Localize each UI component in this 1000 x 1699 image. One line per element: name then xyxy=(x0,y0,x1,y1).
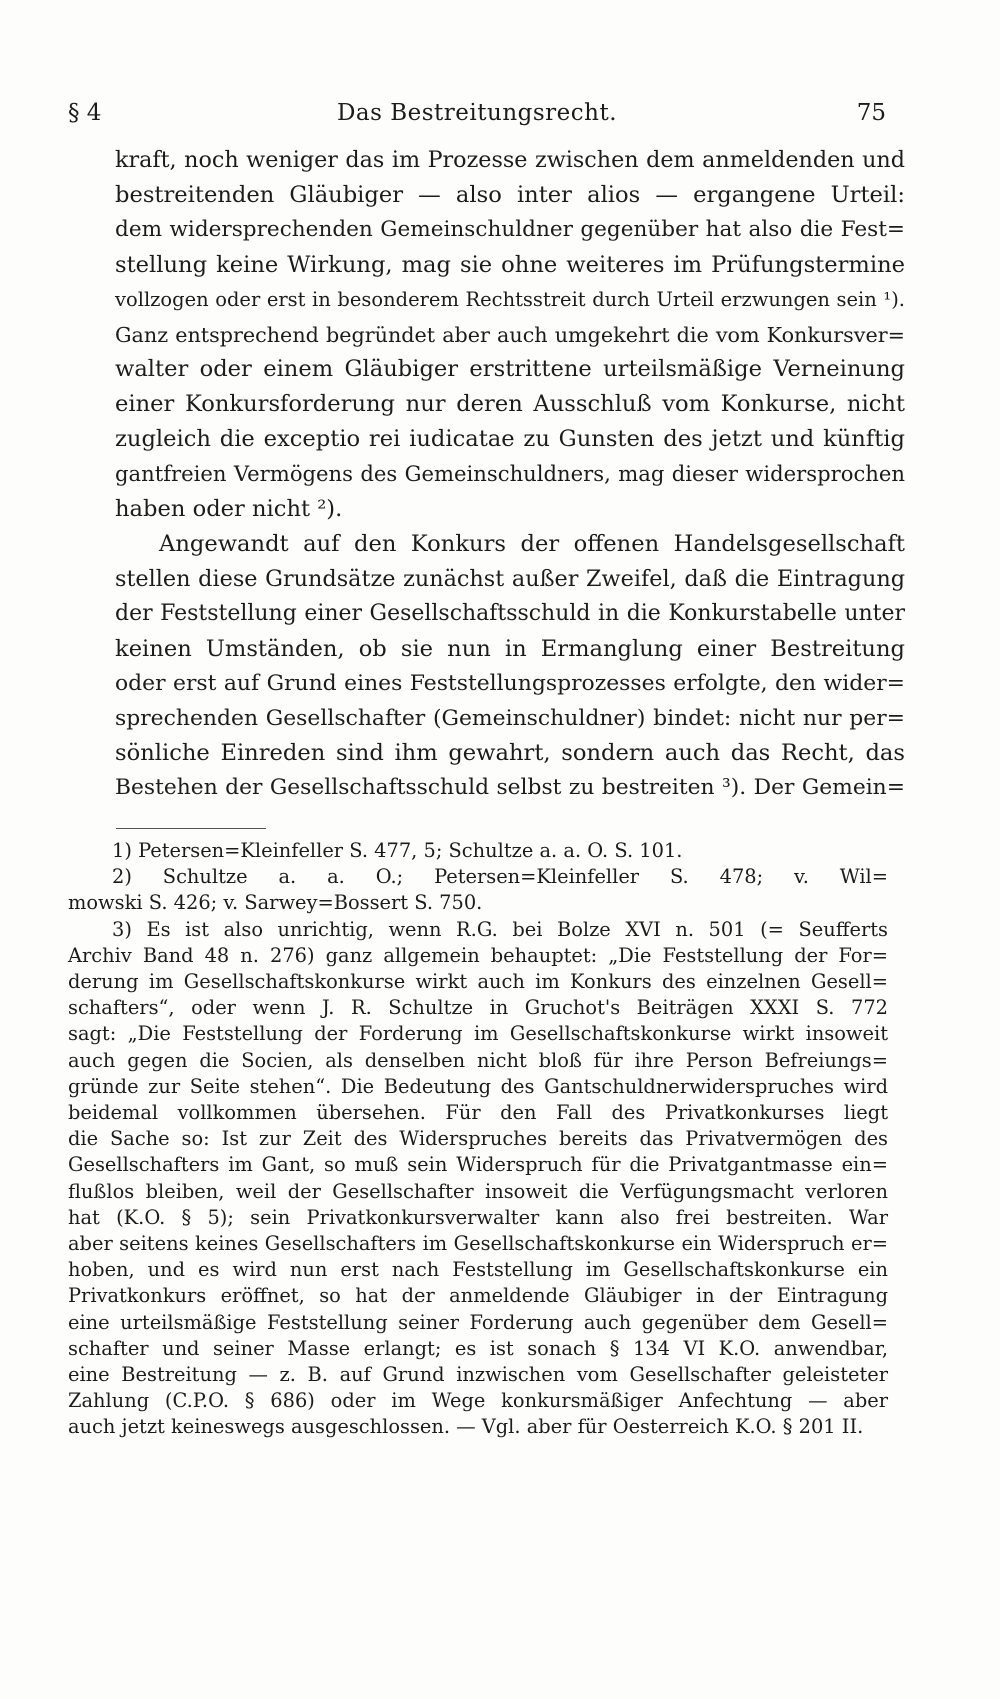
footnote-line: auch gegen die Socien, als denselben nicht bloß für ihre Person Befreiungs= xyxy=(68,1048,888,1072)
text-line: bestreitenden Gläubiger — also inter alios — ergangene Urteil: xyxy=(115,181,905,208)
footnote-line: 3) Es ist also unrichtig, wenn R.G. bei Bolze XVI n. 501 (= Seufferts xyxy=(112,917,888,941)
footnote-line: sagt: „Die Feststellung der Forderung im Gesellschaftskonkurse wirkt insoweit xyxy=(68,1022,888,1046)
text-line: der Feststellung einer Gesellschaftsschuld in die Konkurstabelle unter xyxy=(115,600,905,626)
footnote-line: eine urteilsmäßige Feststellung seiner Forderung auch gegenüber dem Gesell= xyxy=(68,1310,888,1334)
text-line: gantfreien Vermögens des Gemeinschuldners, mag dieser widersprochen xyxy=(115,461,905,487)
text-line: zugleich die exceptio rei iudicatae zu Gunsten des jetzt und künftig xyxy=(115,426,905,453)
main-text xyxy=(115,143,905,806)
footnote-divider xyxy=(116,828,266,829)
footnote-line: 2) Schultze a. a. O.; Petersen=Kleinfeller S. 478; v. Wil= xyxy=(112,865,888,889)
footnote-line: Zahlung (C.P.O. § 686) oder im Wege konkursmäßiger Anfechtung — aber xyxy=(68,1389,888,1413)
footnote-line: mowski S. 426; v. Sarwey=Bossert S. 750. xyxy=(68,891,483,915)
footnote-line: eine Bestreitung — z. B. auf Grund inzwischen vom Gesellschafter geleisteter xyxy=(68,1363,888,1387)
text-line: Ganz entsprechend begründet aber auch umgekehrt die vom Konkursver= xyxy=(115,322,905,347)
footnote-line: flußlos bleiben, weil der Gesellschafter insoweit die Verfügungsmacht verloren xyxy=(68,1179,888,1203)
footnote-line: schafters“, oder wenn J. R. Schultze in Gruchot's Beiträgen XXXI S. 772 xyxy=(68,996,888,1020)
running-title: Das Bestreitungsrecht. xyxy=(336,100,618,126)
footnote-line: 1) Petersen=Kleinfeller S. 477, 5; Schultze a. a. O. S. 101. xyxy=(112,839,683,862)
footnote-line: hat (K.O. § 5); sein Privatkonkursverwalter kann also frei bestreiten. War xyxy=(68,1205,888,1229)
footnotes xyxy=(68,838,888,1441)
text-line: walter oder einem Gläubiger erstrittene urteilsmäßige Verneinung xyxy=(115,356,905,383)
text-line: sprechenden Gesellschafter (Gemeinschuldner) bindet: nicht nur per= xyxy=(115,705,905,731)
text-line: stellung keine Wirkung, mag sie ohne weiteres im Prüfungstermine xyxy=(115,251,905,278)
text-line: haben oder nicht ²). xyxy=(115,496,343,523)
footnote-line: aber seitens keines Gesellschafters im Gesellschaftskonkurse ein Widerspruch er= xyxy=(68,1232,888,1256)
footnote-line: gründe zur Seite stehen“. Die Bedeutung des Gantschuldnerwiderspruches wird xyxy=(68,1074,888,1098)
text-line: kraft, noch weniger das im Prozesse zwischen dem anmeldenden und xyxy=(115,147,905,173)
text-line: dem widersprechenden Gemeinschuldner gegenüber hat also die Fest= xyxy=(115,216,905,242)
footnote-line: auch jetzt keineswegs ausgeschlossen. — Vgl. aber für Oesterreich K.O. § 201 II. xyxy=(68,1415,864,1439)
footnote-line: Gesellschafters im Gant, so muß sein Widerspruch für die Privatgantmasse ein= xyxy=(68,1153,888,1177)
text-line: oder erst auf Grund eines Feststellungsprozesses erfolgte, den wider= xyxy=(115,670,905,696)
footnote-line: beidemal vollkommen übersehen. Für den Fall des Privatkonkurses liegt xyxy=(68,1101,888,1125)
text-line: einer Konkursforderung nur deren Ausschluß vom Konkurse, nicht xyxy=(115,391,905,418)
footnote-line: hoben, und es wird nun erst nach Feststellung im Gesellschaftskonkurse ein xyxy=(68,1258,888,1282)
text-line: keinen Umständen, ob sie nun in Ermanglung einer Bestreitung xyxy=(115,635,905,662)
text-line: Angewandt auf den Konkurs der offenen Handelsgesellschaft xyxy=(159,530,905,557)
text-line: vollzogen oder erst in besonderem Rechtsstreit durch Urteil erzwungen sein ¹). xyxy=(115,287,905,311)
text-line: stellen diese Grundsätze zunächst außer Zweifel, daß die Eintragung xyxy=(115,565,905,592)
page-header xyxy=(68,100,886,140)
footnote-line: Archiv Band 48 n. 276) ganz allgemein behauptet: „Die Feststellung der For= xyxy=(68,943,888,967)
footnote-line: Privatkonkurs eröffnet, so hat der anmeldende Gläubiger in der Eintragung xyxy=(68,1284,888,1308)
page-number: 75 xyxy=(856,100,886,126)
footnote-line: schafter und seiner Masse erlangt; es ist sonach § 134 VI K.O. anwendbar, xyxy=(68,1336,888,1360)
text-line: sönliche Einreden sind ihm gewahrt, sondern auch das Recht, das xyxy=(115,740,905,767)
text-line: Bestehen der Gesellschaftsschuld selbst zu bestreiten ³). Der Gemein= xyxy=(115,775,905,801)
footnote-line: die Sache so: Ist zur Zeit des Widerspruches bereits das Privatvermögen des xyxy=(68,1127,888,1151)
section-marker: § 4 xyxy=(68,100,102,126)
footnote-line: derung im Gesellschaftskonkurse wirkt auch im Konkurs des einzelnen Gesell= xyxy=(68,970,888,994)
